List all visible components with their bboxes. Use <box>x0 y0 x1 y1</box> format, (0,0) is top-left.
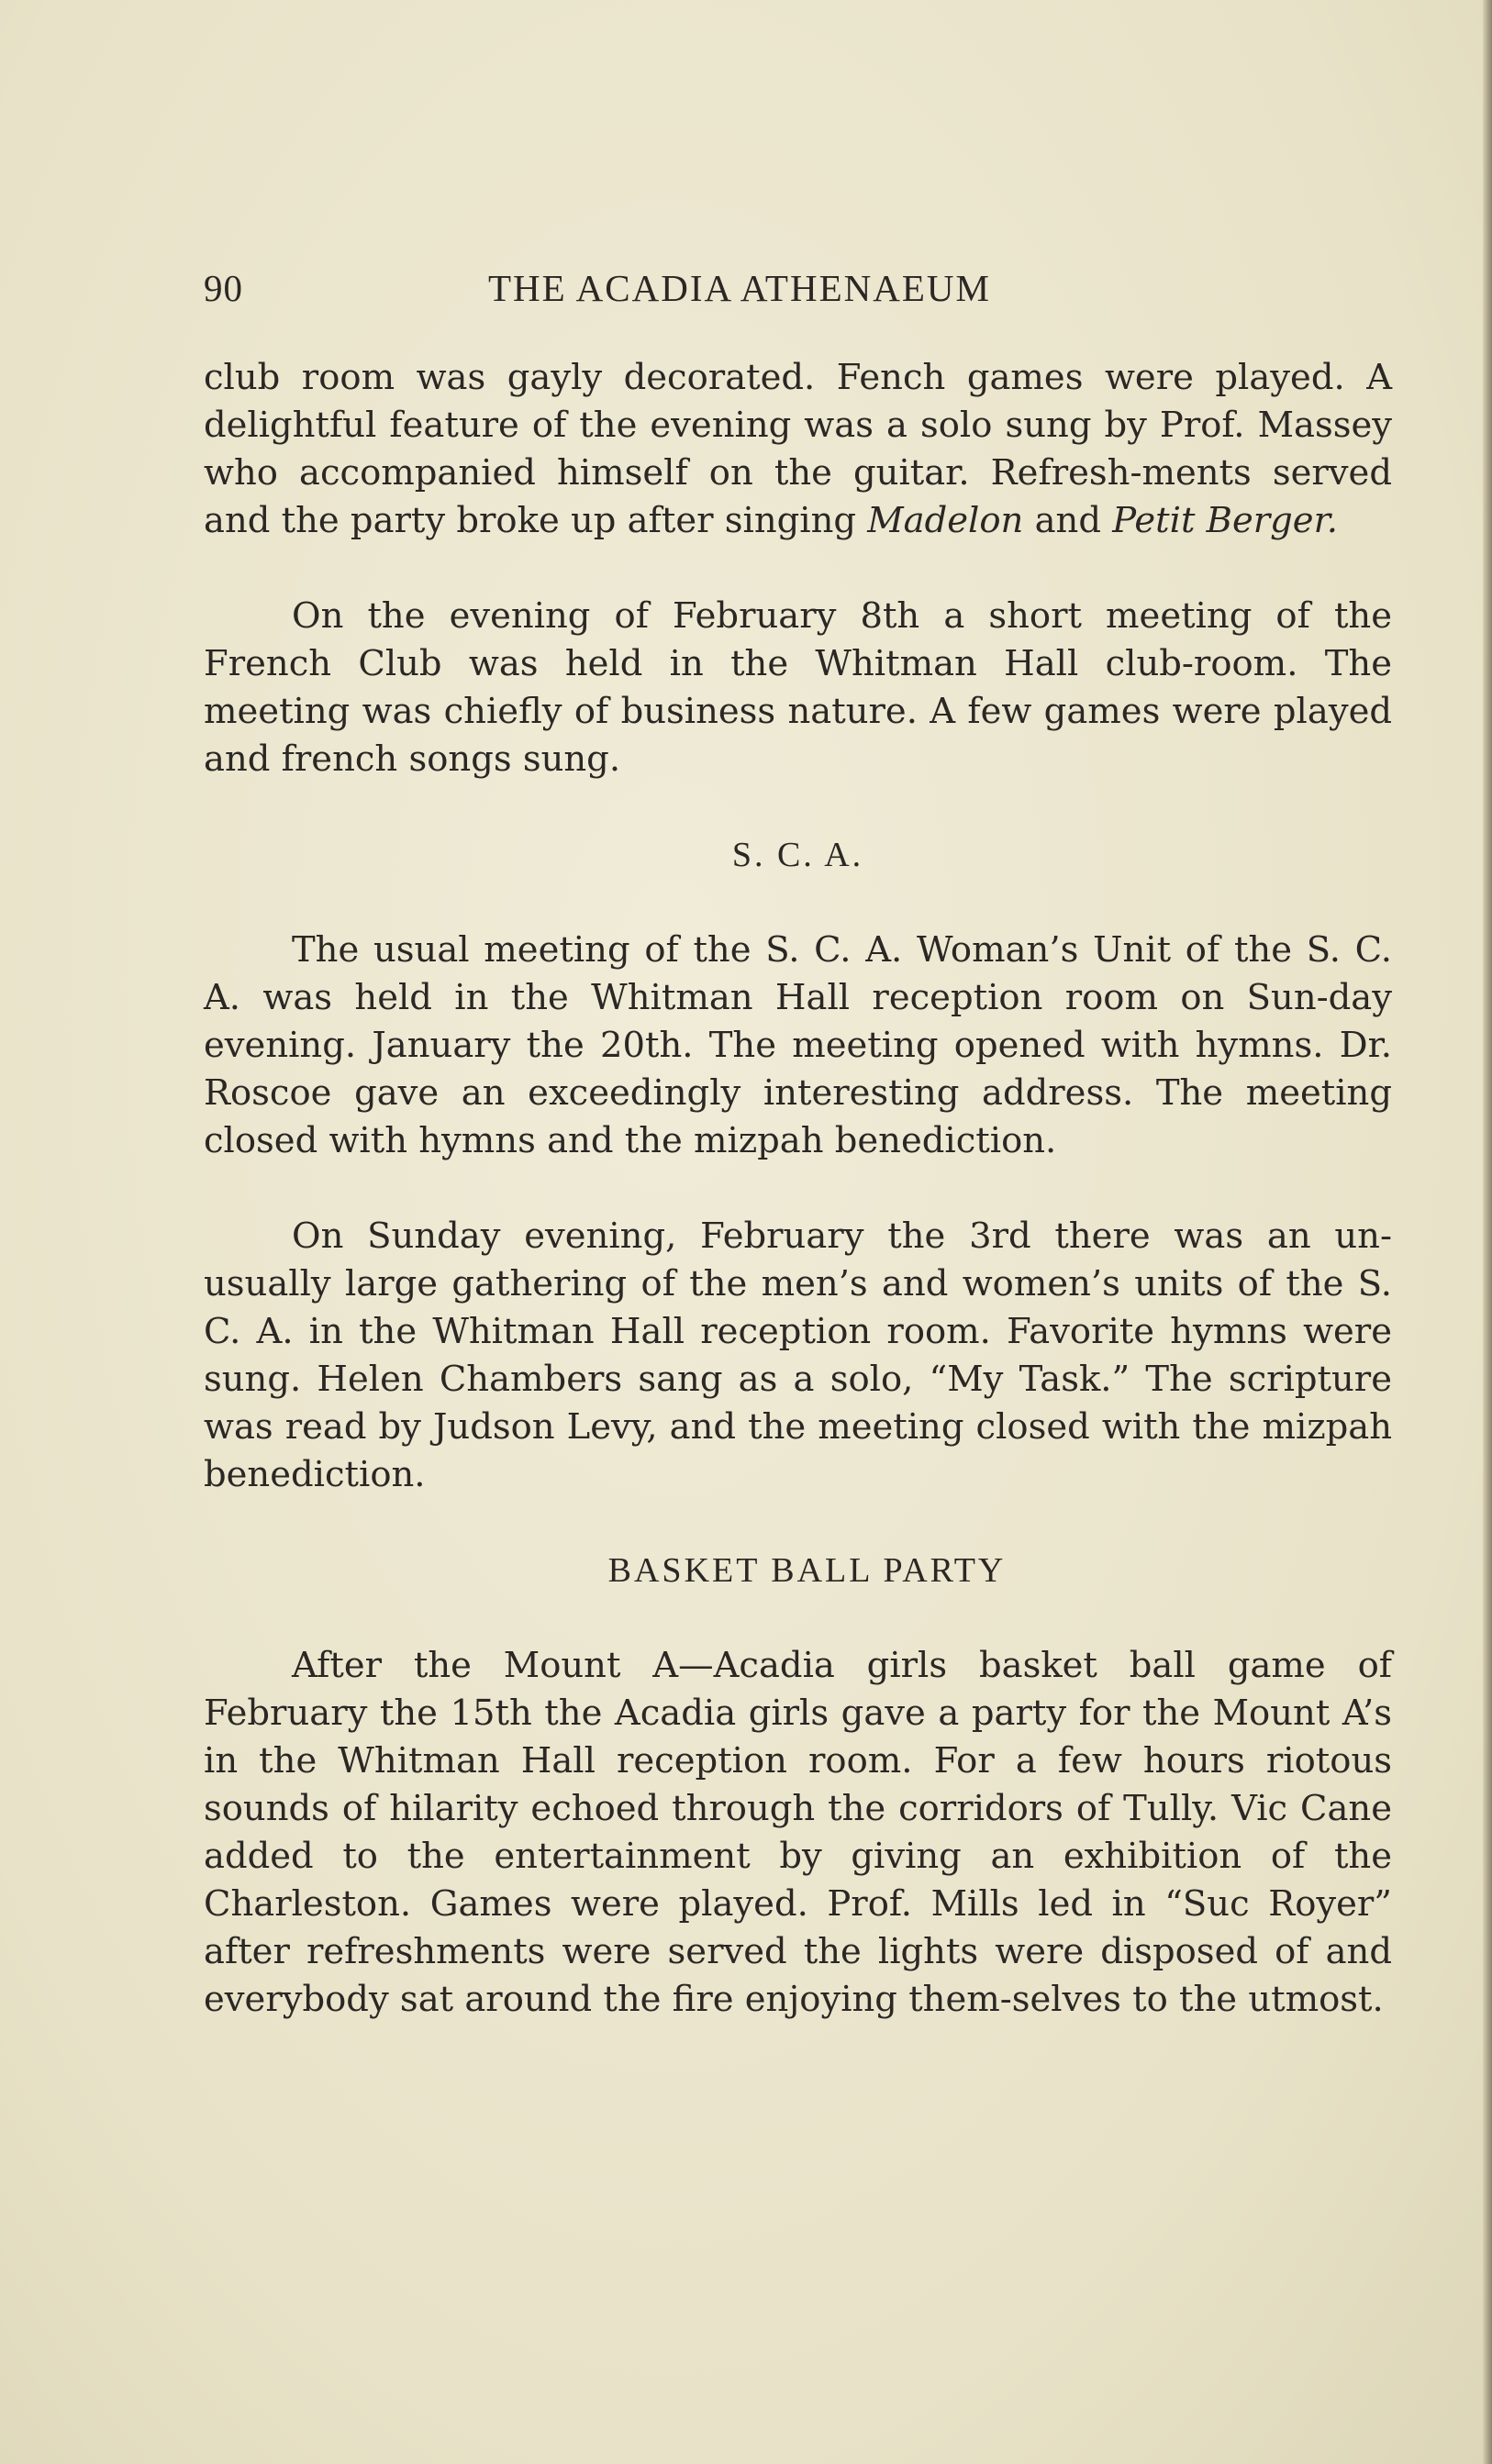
song-title-petit-berger: Petit Berger. <box>1112 500 1338 541</box>
journal-title: THE ACADIA ATHENAEUM <box>488 267 991 309</box>
section-heading-basket-ball-party: BASKET BALL PARTY <box>607 1551 1007 1590</box>
song-title-madelon: Madelon <box>867 500 1024 541</box>
paragraph-text: club room was gayly decorated. Fench games were played. A delightful feature of the evening was a solo sung by Prof. Massey who accompanied himself on the guitar. Refresh-ments served and the party broke up after singing <box>204 357 1392 541</box>
section-heading-sca: S. C. A. <box>731 836 864 874</box>
paragraph-french-club-party <box>204 354 1392 545</box>
book-page <box>204 266 1392 2071</box>
paragraph-sca-joint-gathering: On Sunday evening, February the 3rd there was an un-usually large gathering of the men’s and women’s units of the S. C. A. in the Whitman Hall reception room. Favorite hymns were sung. Helen Chambers sang as a solo, “My Task.” The scripture was read by Judson Levy, and the meeting closed with the mizpah benediction. <box>204 1215 1392 1495</box>
page-edge-shadow <box>1483 0 1492 2464</box>
page-number: 90 <box>204 267 243 309</box>
paragraph-basket-ball-party: After the Mount A—Acadia girls basket ball game of February the 15th the Acadia girls gave a party for the Mount A’s in the Whitman Hall reception room. For a few hours riotous sounds of hilarity echoed through the corridors of Tully. Vic Cane added to the entertainment by giving an exhibition of the Charleston. Games were played. Prof. Mills led in “Suc Royer” after refreshments were served the lights were disposed of and everybody sat around the fire enjoying them-selves to the utmost. <box>204 1645 1392 2020</box>
page-content <box>204 354 1392 2024</box>
paragraph-sca-womens-unit: The usual meeting of the S. C. A. Woman’s Unit of the S. C. A. was held in the Whitman Hall reception room on Sun-day evening. January the 20th. The meeting opened with hymns. Dr. Roscoe gave an exceedingly interesting address. The meeting closed with hymns and the mizpah benediction. <box>204 929 1392 1161</box>
paragraph-french-club-meeting: On the evening of February 8th a short meeting of the French Club was held in the Whitman Hall club-room. The meeting was chiefly of business nature. A few games were played and french songs sung. <box>204 595 1392 780</box>
running-head <box>204 266 1392 321</box>
conjunction-text: and <box>1023 500 1113 541</box>
